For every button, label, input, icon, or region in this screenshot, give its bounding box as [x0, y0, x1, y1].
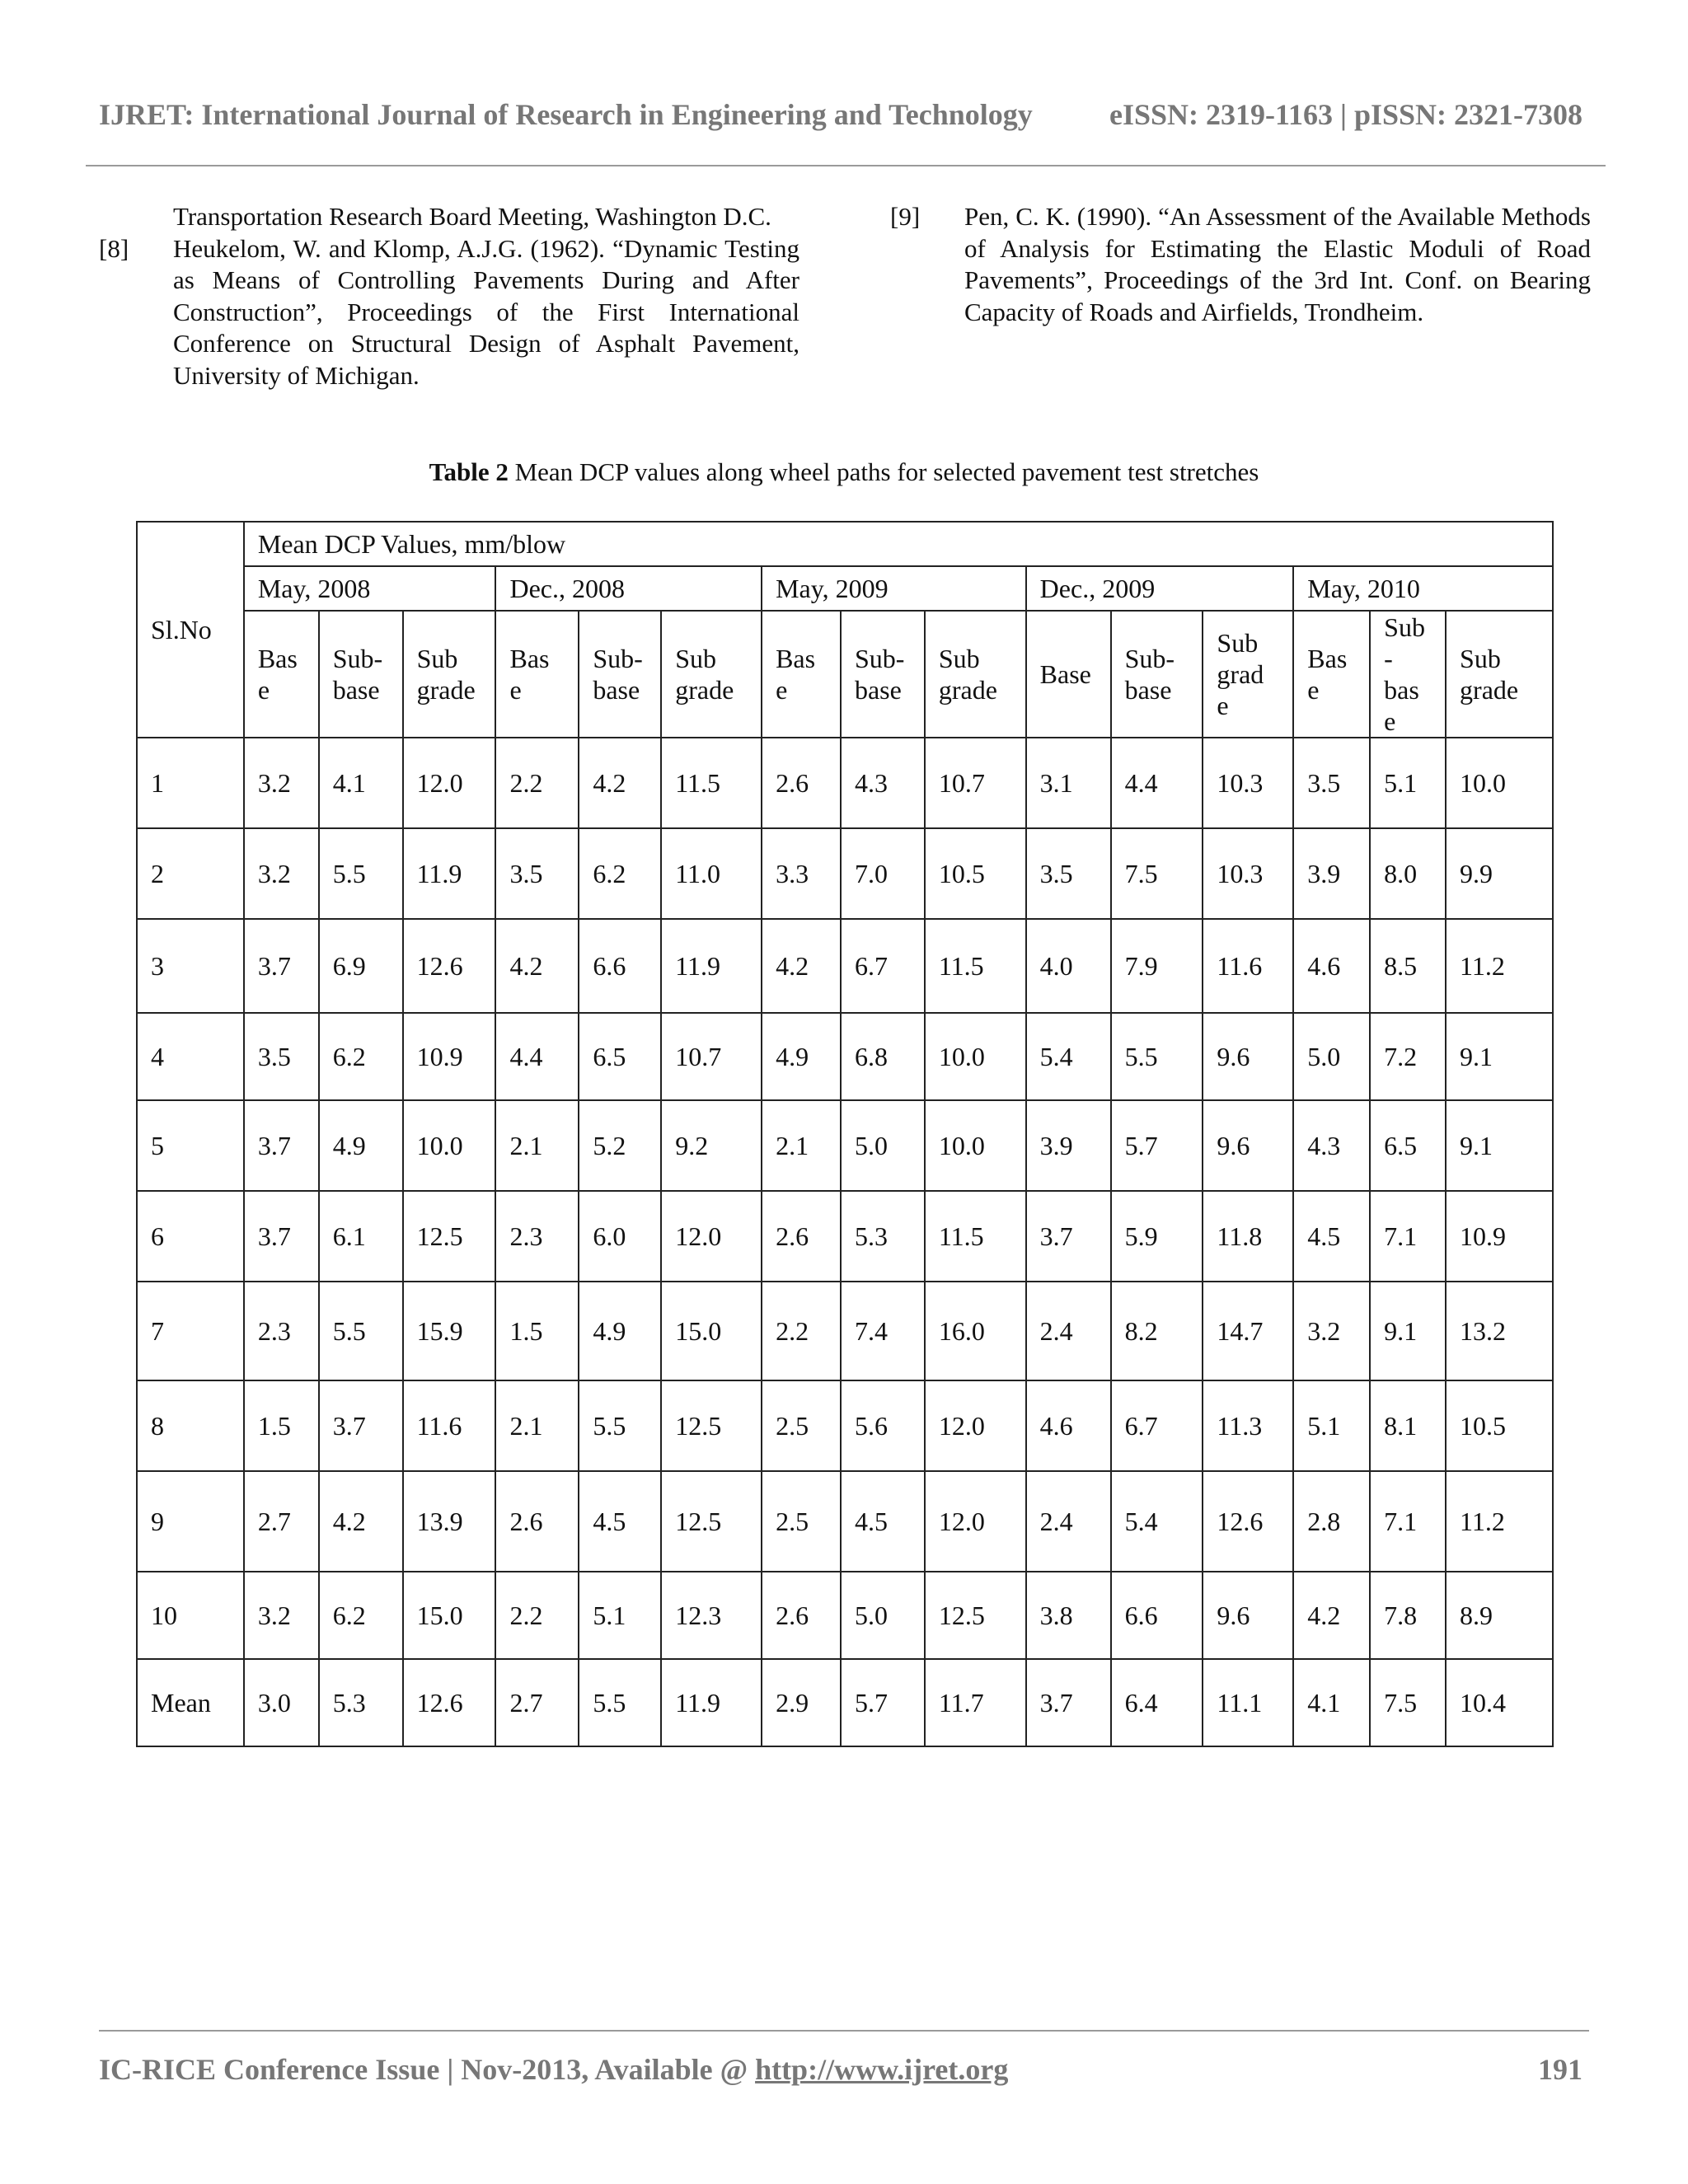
table-cell: 3.9: [1026, 1100, 1111, 1191]
table-cell: 3.5: [1293, 738, 1370, 828]
table-cell: 3.3: [762, 828, 841, 919]
table-cell: 12.6: [1203, 1471, 1293, 1572]
table-cell: 7.1: [1370, 1471, 1446, 1572]
table-cell: 12.5: [661, 1380, 762, 1471]
table-cell: 6.9: [319, 919, 403, 1013]
layer-subheader: Bas e: [244, 611, 319, 738]
references-left-column: [99, 201, 799, 391]
table-cell: 7.1: [1370, 1191, 1446, 1282]
reference-number: [8]: [99, 233, 129, 263]
row-label: 7: [137, 1282, 244, 1380]
table-cell: 2.2: [495, 1572, 579, 1659]
table-cell: 4.9: [319, 1100, 403, 1191]
table-cell: 3.5: [1026, 828, 1111, 919]
table-cell: 5.0: [1293, 1013, 1370, 1100]
layer-subheader: Sub grade: [661, 611, 762, 738]
table-cell: 10.0: [925, 1100, 1026, 1191]
reference-9: [890, 201, 1591, 328]
table-cell: 9.6: [1203, 1013, 1293, 1100]
table-cell: 5.5: [319, 828, 403, 919]
table-cell: 2.6: [495, 1471, 579, 1572]
reference-text: Pen, C. K. (1990). “An Assessment of the Available Methods of Analysis for Estimating the Elastic Moduli of Road Pavements”, Proceedings of the 3rd Int. Conf. on Bearing Capacity of Roads and Airfields, Trondheim.: [964, 202, 1591, 326]
table-cell: 5.0: [841, 1572, 925, 1659]
table-cell: 4.5: [841, 1471, 925, 1572]
layer-subheader: Sub grade: [403, 611, 496, 738]
table-cell: 7.2: [1370, 1013, 1446, 1100]
table-cell: 3.2: [1293, 1282, 1370, 1380]
table-cell: 16.0: [925, 1282, 1026, 1380]
table-cell: 11.5: [661, 738, 762, 828]
table-cell: 15.0: [661, 1282, 762, 1380]
table-cell: 3.7: [244, 1100, 319, 1191]
table-cell: 9.9: [1446, 828, 1553, 919]
slno-header: Sl.No: [137, 522, 244, 738]
table-cell: 5.3: [841, 1191, 925, 1282]
table-cell: 6.7: [841, 919, 925, 1013]
table-cell: 9.2: [661, 1100, 762, 1191]
table-cell: 4.3: [841, 738, 925, 828]
table-cell: 5.4: [1111, 1471, 1203, 1572]
table-cell: 2.1: [495, 1100, 579, 1191]
running-footer: [99, 2052, 1582, 2087]
table-cell: 2.4: [1026, 1471, 1111, 1572]
table-cell: 3.7: [244, 919, 319, 1013]
table-cell: 1.5: [244, 1380, 319, 1471]
table-cell: 12.6: [403, 919, 496, 1013]
table-caption-label: Table 2: [429, 457, 509, 486]
table-row: [137, 919, 1553, 1013]
layer-subheader: Bas e: [495, 611, 579, 738]
table-row: [137, 1471, 1553, 1572]
table-cell: 3.5: [244, 1013, 319, 1100]
table-cell: 6.7: [1111, 1380, 1203, 1471]
table-cell: 10.5: [925, 828, 1026, 919]
table-cell: 4.6: [1026, 1380, 1111, 1471]
page-number: 191: [1538, 2053, 1582, 2086]
table-cell: 12.5: [661, 1471, 762, 1572]
table-row: [137, 1191, 1553, 1282]
table-cell: 12.3: [661, 1572, 762, 1659]
table-cell: 11.1: [1203, 1659, 1293, 1746]
table-cell: 3.8: [1026, 1572, 1111, 1659]
table-cell: 5.7: [841, 1659, 925, 1746]
mean-dcp-header: Mean DCP Values, mm/blow: [244, 522, 1553, 566]
table-cell: 4.5: [579, 1471, 661, 1572]
table-cell: 3.2: [244, 738, 319, 828]
references-right-column: [890, 201, 1591, 328]
period-header: Dec., 2008: [495, 566, 762, 611]
table-row: [137, 1659, 1553, 1746]
row-label: 5: [137, 1100, 244, 1191]
table-cell: 5.5: [319, 1282, 403, 1380]
layer-subheader: Sub grad e: [1203, 611, 1293, 738]
row-label: 6: [137, 1191, 244, 1282]
table-cell: 5.3: [319, 1659, 403, 1746]
table-cell: 11.8: [1203, 1191, 1293, 1282]
table-cell: 7.0: [841, 828, 925, 919]
table-cell: 2.8: [1293, 1471, 1370, 1572]
table-row: [137, 1380, 1553, 1471]
table-cell: 3.7: [319, 1380, 403, 1471]
row-label: 4: [137, 1013, 244, 1100]
table-cell: 11.6: [1203, 919, 1293, 1013]
table-cell: 4.4: [495, 1013, 579, 1100]
table-cell: 2.1: [762, 1100, 841, 1191]
table-row: [137, 1013, 1553, 1100]
table-cell: 8.2: [1111, 1282, 1203, 1380]
table-cell: 5.4: [1026, 1013, 1111, 1100]
header-divider: [86, 165, 1606, 166]
journal-url-link[interactable]: http://www.ijret.org: [755, 2053, 1009, 2086]
reference-continuation: Transportation Research Board Meeting, Washington D.C.: [173, 202, 771, 231]
table-caption: [0, 457, 1688, 487]
table-cell: 10.0: [925, 1013, 1026, 1100]
table-cell: 6.6: [1111, 1572, 1203, 1659]
table-cell: 6.4: [1111, 1659, 1203, 1746]
table-cell: 5.1: [579, 1572, 661, 1659]
table-cell: 4.2: [579, 738, 661, 828]
period-header: May, 2010: [1293, 566, 1553, 611]
table-cell: 3.2: [244, 828, 319, 919]
table-caption-text: Mean DCP values along wheel paths for selected pavement test stretches: [508, 457, 1259, 486]
dcp-values-table: [136, 521, 1554, 1747]
table-cell: 5.9: [1111, 1191, 1203, 1282]
row-label: 3: [137, 919, 244, 1013]
table-cell: 10.0: [1446, 738, 1553, 828]
period-header: May, 2008: [244, 566, 496, 611]
layer-subheader: Sub- base: [319, 611, 403, 738]
table-cell: 3.7: [1026, 1191, 1111, 1282]
table-cell: 2.4: [1026, 1282, 1111, 1380]
table-cell: 3.7: [244, 1191, 319, 1282]
table-cell: 5.7: [1111, 1100, 1203, 1191]
journal-title: IJRET: International Journal of Research in Engineering and Technology: [99, 98, 1033, 131]
layer-subheader: Sub grade: [1446, 611, 1553, 738]
table-cell: 4.9: [762, 1013, 841, 1100]
footer-divider: [99, 2030, 1589, 2032]
table-cell: 6.6: [579, 919, 661, 1013]
table-cell: 15.0: [403, 1572, 496, 1659]
row-label: 2: [137, 828, 244, 919]
table-cell: 10.9: [403, 1013, 496, 1100]
table-cell: 7.5: [1111, 828, 1203, 919]
table-cell: 4.5: [1293, 1191, 1370, 1282]
row-label: 9: [137, 1471, 244, 1572]
table-cell: 7.9: [1111, 919, 1203, 1013]
table-cell: 7.5: [1370, 1659, 1446, 1746]
table-row: [137, 738, 1553, 828]
table-cell: 13.2: [1446, 1282, 1553, 1380]
table-cell: 11.3: [1203, 1380, 1293, 1471]
table-cell: 4.0: [1026, 919, 1111, 1013]
table-cell: 9.6: [1203, 1100, 1293, 1191]
table-cell: 11.0: [661, 828, 762, 919]
table-cell: 12.5: [925, 1572, 1026, 1659]
table-cell: 5.6: [841, 1380, 925, 1471]
table-cell: 8.0: [1370, 828, 1446, 919]
table-cell: 10.3: [1203, 738, 1293, 828]
table-cell: 7.8: [1370, 1572, 1446, 1659]
table-cell: 3.9: [1293, 828, 1370, 919]
table-cell: 4.1: [1293, 1659, 1370, 1746]
table-cell: 3.7: [1026, 1659, 1111, 1746]
reference-8: [99, 233, 799, 392]
table-cell: 3.0: [244, 1659, 319, 1746]
table-cell: 2.5: [762, 1380, 841, 1471]
table-cell: 6.1: [319, 1191, 403, 1282]
table-cell: 9.6: [1203, 1572, 1293, 1659]
layer-subheader: Sub grade: [925, 611, 1026, 738]
table-cell: 11.9: [403, 828, 496, 919]
table-cell: 9.1: [1446, 1013, 1553, 1100]
table-cell: 4.6: [1293, 919, 1370, 1013]
table-cell: 4.3: [1293, 1100, 1370, 1191]
reference-number: [9]: [890, 202, 921, 231]
table-cell: 4.1: [319, 738, 403, 828]
table-cell: 12.0: [403, 738, 496, 828]
table-cell: 2.6: [762, 1572, 841, 1659]
table-cell: 2.6: [762, 738, 841, 828]
table-cell: 4.4: [1111, 738, 1203, 828]
table-cell: 15.9: [403, 1282, 496, 1380]
table-cell: 9.1: [1370, 1282, 1446, 1380]
table-cell: 5.5: [1111, 1013, 1203, 1100]
table-cell: 11.7: [925, 1659, 1026, 1746]
table-cell: 2.7: [495, 1659, 579, 1746]
issn-text: eISSN: 2319-1163 | pISSN: 2321-7308: [1109, 98, 1582, 131]
table-cell: 10.5: [1446, 1380, 1553, 1471]
table-cell: 10.9: [1446, 1191, 1553, 1282]
table-cell: 11.5: [925, 1191, 1026, 1282]
layer-subheader: Sub- base: [1111, 611, 1203, 738]
table-cell: 1.5: [495, 1282, 579, 1380]
table-cell: 6.5: [579, 1013, 661, 1100]
layer-subheader: Sub- base: [579, 611, 661, 738]
table-cell: 8.5: [1370, 919, 1446, 1013]
table-cell: 2.2: [495, 738, 579, 828]
table-cell: 10.3: [1203, 828, 1293, 919]
table-row: [137, 1100, 1553, 1191]
table-cell: 2.9: [762, 1659, 841, 1746]
table-cell: 8.1: [1370, 1380, 1446, 1471]
running-header: [99, 97, 1582, 132]
table-cell: 7.4: [841, 1282, 925, 1380]
table-cell: 11.9: [661, 919, 762, 1013]
table-cell: 10.4: [1446, 1659, 1553, 1746]
table-cell: 5.0: [841, 1100, 925, 1191]
table-cell: 11.5: [925, 919, 1026, 1013]
table-cell: 10.0: [403, 1100, 496, 1191]
table-cell: 6.2: [319, 1013, 403, 1100]
table-cell: 3.1: [1026, 738, 1111, 828]
table-cell: 2.3: [495, 1191, 579, 1282]
table-cell: 13.9: [403, 1471, 496, 1572]
row-label: 10: [137, 1572, 244, 1659]
table-cell: 10.7: [925, 738, 1026, 828]
table-row: [137, 1282, 1553, 1380]
row-label: Mean: [137, 1659, 244, 1746]
row-label: 1: [137, 738, 244, 828]
table-cell: 2.3: [244, 1282, 319, 1380]
table-cell: 6.0: [579, 1191, 661, 1282]
table-cell: 12.6: [403, 1659, 496, 1746]
table-cell: 4.2: [1293, 1572, 1370, 1659]
table-row: [137, 828, 1553, 919]
table-cell: 6.5: [1370, 1100, 1446, 1191]
table-cell: 2.5: [762, 1471, 841, 1572]
table-cell: 11.2: [1446, 1471, 1553, 1572]
table-cell: 3.2: [244, 1572, 319, 1659]
table-cell: 11.6: [403, 1380, 496, 1471]
table-cell: 4.9: [579, 1282, 661, 1380]
table-cell: 4.2: [319, 1471, 403, 1572]
row-label: 8: [137, 1380, 244, 1471]
table-cell: 4.2: [762, 919, 841, 1013]
period-header: May, 2009: [762, 566, 1026, 611]
layer-subheader: Base: [1026, 611, 1111, 738]
table-cell: 9.1: [1446, 1100, 1553, 1191]
layer-subheader: Bas e: [762, 611, 841, 738]
table-cell: 12.0: [661, 1191, 762, 1282]
table-cell: 6.8: [841, 1013, 925, 1100]
table-cell: 2.6: [762, 1191, 841, 1282]
layer-subheader: Sub - bas e: [1370, 611, 1446, 738]
table-cell: 6.2: [319, 1572, 403, 1659]
table-cell: 5.1: [1370, 738, 1446, 828]
table-cell: 8.9: [1446, 1572, 1553, 1659]
table-cell: 10.7: [661, 1013, 762, 1100]
table-cell: 4.2: [495, 919, 579, 1013]
table-cell: 12.0: [925, 1471, 1026, 1572]
table-cell: 2.1: [495, 1380, 579, 1471]
layer-subheader: Bas e: [1293, 611, 1370, 738]
table-cell: 5.1: [1293, 1380, 1370, 1471]
layer-subheader: Sub- base: [841, 611, 925, 738]
table-cell: 14.7: [1203, 1282, 1293, 1380]
table-cell: 5.5: [579, 1380, 661, 1471]
table-cell: 11.9: [661, 1659, 762, 1746]
footer-issue: IC-RICE Conference Issue | Nov-2013, Available @: [99, 2053, 756, 2086]
table-cell: 2.7: [244, 1471, 319, 1572]
table-row: [137, 1572, 1553, 1659]
table-cell: 5.2: [579, 1100, 661, 1191]
period-header: Dec., 2009: [1026, 566, 1294, 611]
table-cell: 12.5: [403, 1191, 496, 1282]
table-cell: 3.5: [495, 828, 579, 919]
table-cell: 12.0: [925, 1380, 1026, 1471]
reference-text: Heukelom, W. and Klomp, A.J.G. (1962). “Dynamic Testing as Means of Controlling Pavements During and After Construction”, Proceedings of the First International Conference on Structural Design of Asphalt Pavement, University of Michigan.: [173, 233, 799, 390]
table-cell: 5.5: [579, 1659, 661, 1746]
table-cell: 2.2: [762, 1282, 841, 1380]
table-cell: 6.2: [579, 828, 661, 919]
table-cell: 11.2: [1446, 919, 1553, 1013]
